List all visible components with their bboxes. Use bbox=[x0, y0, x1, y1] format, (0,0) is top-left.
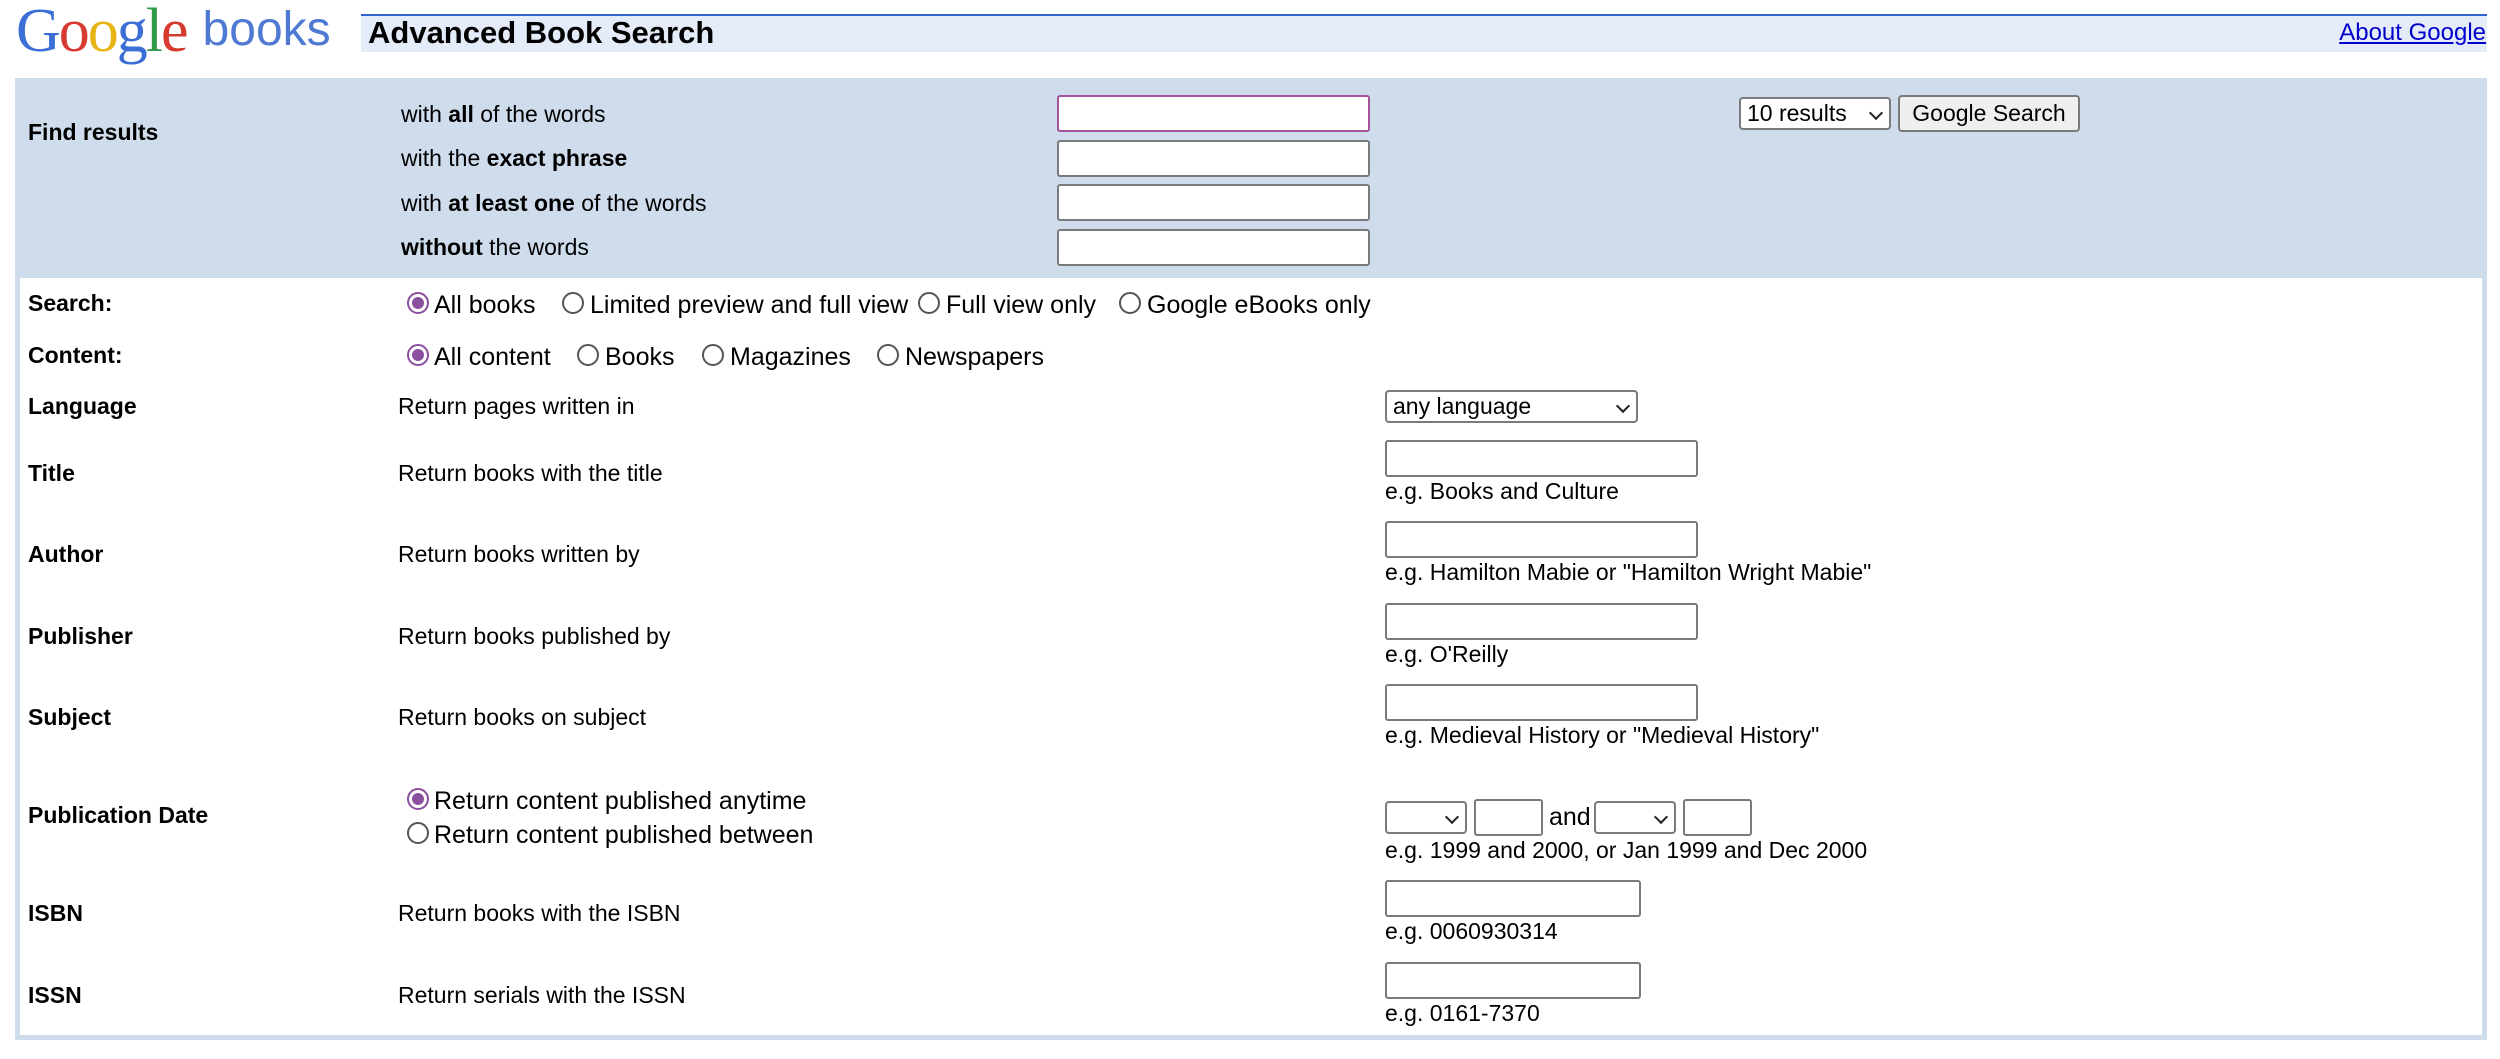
at-least-one-input[interactable] bbox=[1057, 184, 1370, 221]
search-ebooks-radio[interactable] bbox=[1119, 292, 1141, 314]
issn-label: ISSN bbox=[28, 982, 82, 1008]
isbn-hint: e.g. 0060930314 bbox=[1385, 918, 1558, 944]
author-input[interactable] bbox=[1385, 521, 1698, 558]
content-books-radio[interactable] bbox=[577, 344, 599, 366]
logo-letter: l bbox=[145, 0, 162, 65]
language-label: Language bbox=[28, 393, 137, 419]
about-google-link[interactable]: About Google bbox=[2339, 19, 2486, 46]
search-option-label: Limited preview and full view bbox=[590, 291, 909, 319]
page-title: Advanced Book Search bbox=[368, 15, 715, 50]
exact-phrase-label: with the exact phrase bbox=[401, 145, 628, 171]
author-hint: e.g. Hamilton Mabie or "Hamilton Wright Mabie" bbox=[1385, 559, 1872, 585]
search-option-label: All books bbox=[434, 291, 536, 319]
subject-label: Subject bbox=[28, 704, 112, 730]
published-between-radio[interactable] bbox=[407, 822, 429, 844]
find-results-label: Find results bbox=[28, 119, 159, 145]
search-limited-preview-radio[interactable] bbox=[562, 292, 584, 314]
search-label: Search: bbox=[28, 290, 113, 316]
with-all-words-label: with all of the words bbox=[401, 101, 606, 127]
search-option-label: Google eBooks only bbox=[1147, 291, 1371, 319]
end-year-input[interactable] bbox=[1683, 799, 1752, 836]
title-desc: Return books with the title bbox=[398, 460, 663, 486]
content-magazines-radio[interactable] bbox=[702, 344, 724, 366]
subject-hint: e.g. Medieval History or "Medieval History" bbox=[1385, 722, 1820, 748]
chevron-down-icon bbox=[1616, 399, 1630, 413]
author-desc: Return books written by bbox=[398, 541, 640, 567]
logo-letter: o bbox=[87, 0, 117, 65]
title-input[interactable] bbox=[1385, 440, 1698, 477]
search-full-view-radio[interactable] bbox=[918, 292, 940, 314]
publisher-input[interactable] bbox=[1385, 603, 1698, 640]
start-year-input[interactable] bbox=[1474, 799, 1543, 836]
title-hint: e.g. Books and Culture bbox=[1385, 478, 1619, 504]
published-anytime-radio[interactable] bbox=[407, 788, 429, 810]
end-month-select[interactable] bbox=[1594, 801, 1676, 834]
google-search-button[interactable]: Google Search bbox=[1898, 95, 2080, 132]
without-words-input[interactable] bbox=[1057, 229, 1370, 266]
chevron-down-icon bbox=[1654, 810, 1668, 824]
logo-letter: o bbox=[58, 0, 88, 65]
chevron-down-icon bbox=[1445, 810, 1459, 824]
content-label: Content: bbox=[28, 342, 123, 368]
publisher-desc: Return books published by bbox=[398, 623, 671, 649]
and-label: and bbox=[1549, 803, 1591, 831]
published-anytime-label: Return content published anytime bbox=[434, 787, 807, 815]
isbn-label: ISBN bbox=[28, 900, 83, 926]
issn-input[interactable] bbox=[1385, 962, 1641, 999]
language-select[interactable] bbox=[1385, 390, 1638, 423]
start-month-select[interactable] bbox=[1385, 801, 1467, 834]
author-label: Author bbox=[28, 541, 104, 567]
isbn-input[interactable] bbox=[1385, 880, 1641, 917]
publisher-label: Publisher bbox=[28, 623, 133, 649]
publication-date-hint: e.g. 1999 and 2000, or Jan 1999 and Dec 2000 bbox=[1385, 837, 1868, 863]
google-books-logo[interactable] bbox=[16, 0, 331, 70]
content-option-label: Books bbox=[605, 343, 675, 371]
chevron-down-icon bbox=[1869, 106, 1883, 120]
publisher-hint: e.g. O'Reilly bbox=[1385, 641, 1509, 667]
content-newspapers-radio[interactable] bbox=[877, 344, 899, 366]
filters-panel bbox=[15, 278, 2487, 1040]
content-all-radio[interactable] bbox=[407, 344, 429, 366]
all-words-input[interactable] bbox=[1057, 95, 1370, 132]
subject-desc: Return books on subject bbox=[398, 704, 647, 730]
logo-letter: g bbox=[116, 0, 146, 65]
results-count-value: 10 results bbox=[1747, 100, 1847, 126]
issn-desc: Return serials with the ISSN bbox=[398, 982, 686, 1008]
language-desc: Return pages written in bbox=[398, 393, 635, 419]
content-option-label: Magazines bbox=[730, 343, 851, 371]
issn-hint: e.g. 0161-7370 bbox=[1385, 1000, 1540, 1026]
results-count-select[interactable] bbox=[1739, 97, 1891, 130]
search-all-books-radio[interactable] bbox=[407, 292, 429, 314]
published-between-label: Return content published between bbox=[434, 821, 814, 849]
logo-product: books bbox=[202, 3, 331, 56]
logo-letter: G bbox=[16, 0, 59, 65]
exact-phrase-input[interactable] bbox=[1057, 140, 1370, 177]
content-option-label: Newspapers bbox=[905, 343, 1044, 371]
subject-input[interactable] bbox=[1385, 684, 1698, 721]
content-option-label: All content bbox=[434, 343, 551, 371]
isbn-desc: Return books with the ISBN bbox=[398, 900, 681, 926]
without-words-label: without the words bbox=[401, 234, 589, 260]
search-option-label: Full view only bbox=[946, 291, 1097, 319]
title-label: Title bbox=[28, 460, 75, 486]
logo-letter: e bbox=[161, 0, 187, 65]
publication-date-label: Publication Date bbox=[28, 802, 209, 828]
language-value: any language bbox=[1393, 393, 1532, 419]
at-least-one-label: with at least one of the words bbox=[401, 190, 707, 216]
